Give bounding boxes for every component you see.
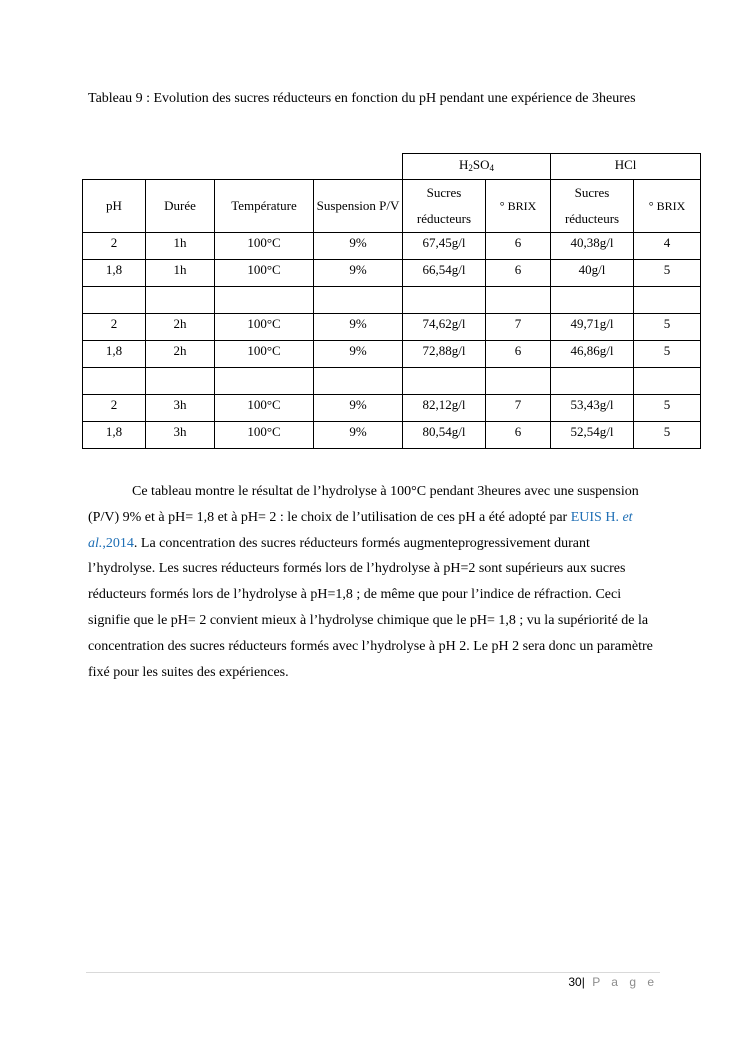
table-cell: 5 bbox=[634, 422, 701, 449]
table-cell: 9% bbox=[314, 395, 403, 422]
column-header: Durée bbox=[146, 180, 215, 233]
table-cell: 2h bbox=[146, 341, 215, 368]
h2so4-group-header: $H_2SO_4$ bbox=[403, 154, 551, 180]
table-cell bbox=[551, 368, 634, 395]
group-header-row bbox=[83, 154, 701, 180]
table-cell: 9% bbox=[314, 314, 403, 341]
table-cell: 3h bbox=[146, 395, 215, 422]
table-cell bbox=[83, 368, 146, 395]
table-cell: 5 bbox=[634, 314, 701, 341]
column-header-row bbox=[83, 180, 701, 233]
table-cell: 53,43g/l bbox=[551, 395, 634, 422]
table-cell: 9% bbox=[314, 233, 403, 260]
table-cell: 80,54g/l bbox=[403, 422, 486, 449]
table-cell: 5 bbox=[634, 395, 701, 422]
table-cell: 74,62g/l bbox=[403, 314, 486, 341]
table-row bbox=[83, 395, 701, 422]
table-cell: 67,45g/l bbox=[403, 233, 486, 260]
table-cell bbox=[403, 368, 486, 395]
table-cell: 4 bbox=[634, 233, 701, 260]
table-cell: 40g/l bbox=[551, 260, 634, 287]
table-row bbox=[83, 260, 701, 287]
table-cell bbox=[486, 287, 551, 314]
table-cell: 82,12g/l bbox=[403, 395, 486, 422]
table-row bbox=[83, 233, 701, 260]
table-cell: 49,71g/l bbox=[551, 314, 634, 341]
table-row bbox=[83, 341, 701, 368]
table-cell: 6 bbox=[486, 422, 551, 449]
column-header: Sucres réducteurs bbox=[551, 180, 634, 233]
table-cell: 52,54g/l bbox=[551, 422, 634, 449]
table-cell bbox=[146, 287, 215, 314]
table-cell: 9% bbox=[314, 422, 403, 449]
table-cell: 9% bbox=[314, 260, 403, 287]
table-cell: 1,8 bbox=[83, 260, 146, 287]
table-body bbox=[83, 233, 701, 449]
table-cell: 100°C bbox=[215, 233, 314, 260]
table-cell: 1h bbox=[146, 260, 215, 287]
table-cell: 100°C bbox=[215, 395, 314, 422]
table-cell bbox=[83, 287, 146, 314]
page-label: P a g e bbox=[592, 975, 658, 989]
table-cell: 72,88g/l bbox=[403, 341, 486, 368]
table-cell: 40,38g/l bbox=[551, 233, 634, 260]
table-cell: 7 bbox=[486, 314, 551, 341]
table-cell: 1,8 bbox=[83, 341, 146, 368]
table-cell bbox=[634, 287, 701, 314]
table-row bbox=[83, 287, 701, 314]
footer-separator: | bbox=[581, 975, 585, 989]
table-cell: 66,54g/l bbox=[403, 260, 486, 287]
table-cell bbox=[314, 287, 403, 314]
table-cell: 5 bbox=[634, 341, 701, 368]
table-caption: Tableau 9 : Evolution des sucres réducteurs en fonction du pH pendant une expérience de 3heures bbox=[88, 91, 636, 106]
table-cell: 1h bbox=[146, 233, 215, 260]
table-cell: 9% bbox=[314, 341, 403, 368]
column-header: ° BRIX bbox=[634, 180, 701, 233]
table-row bbox=[83, 422, 701, 449]
table-cell bbox=[146, 368, 215, 395]
column-header: ° BRIX bbox=[486, 180, 551, 233]
table-cell bbox=[314, 368, 403, 395]
column-header: Suspension P/V bbox=[314, 180, 403, 233]
table-cell: 100°C bbox=[215, 341, 314, 368]
table-cell: 5 bbox=[634, 260, 701, 287]
table-cell: 46,86g/l bbox=[551, 341, 634, 368]
column-header: Sucres réducteurs bbox=[403, 180, 486, 233]
table-cell: 2 bbox=[83, 395, 146, 422]
table-cell: 100°C bbox=[215, 260, 314, 287]
results-table bbox=[82, 153, 701, 449]
table-cell bbox=[215, 287, 314, 314]
table-cell: 2 bbox=[83, 314, 146, 341]
table-cell: 3h bbox=[146, 422, 215, 449]
page-footer bbox=[568, 975, 658, 989]
table-cell: 100°C bbox=[215, 314, 314, 341]
table-cell: 6 bbox=[486, 341, 551, 368]
table-cell: 2h bbox=[146, 314, 215, 341]
table-cell: 6 bbox=[486, 233, 551, 260]
page-number: 30 bbox=[568, 975, 582, 989]
table-cell bbox=[634, 368, 701, 395]
table-cell: 100°C bbox=[215, 422, 314, 449]
column-header: pH bbox=[83, 180, 146, 233]
hcl-group-header: HCl bbox=[551, 154, 701, 180]
citation-link[interactable]: EUIS H. et al.,2014 bbox=[88, 509, 633, 551]
table-cell bbox=[551, 287, 634, 314]
footer-divider bbox=[86, 972, 660, 973]
table-cell bbox=[403, 287, 486, 314]
table-cell: 7 bbox=[486, 395, 551, 422]
body-paragraph: Ce tableau montre le résultat de l’hydrolyse à 100°C pendant 3heures avec une suspension (P/V) 9% et à pH= 1,8 et à pH= 2 : le choix de l’utilisation de ces pH a été adopté par EUIS H. et al.,2014. La concentration des sucres réducteurs formés augmenteprogressivement durant l’hydrolyse. Les sucres réducteurs formés lors de l’hydrolyse à pH=2 sont supérieurs aux sucres réducteurs formés lors de l’hydrolyse à pH=1,8 ; de même que pour l’indice de réfraction. Ceci signifie que le pH= 2 convient mieux à l’hydrolyse chimique que le pH= 1,8 ; vu la supériorité de la concentration des sucres réducteurs formés avec l’hydrolyse à pH 2. Le pH 2 sera donc un paramètre fixé pour les suites des expériences. bbox=[88, 484, 653, 680]
table-row bbox=[83, 314, 701, 341]
table-cell: 2 bbox=[83, 233, 146, 260]
column-header: Température bbox=[215, 180, 314, 233]
table-cell bbox=[215, 368, 314, 395]
table-cell: 6 bbox=[486, 260, 551, 287]
table-cell: 1,8 bbox=[83, 422, 146, 449]
table-cell bbox=[486, 368, 551, 395]
table-row bbox=[83, 368, 701, 395]
